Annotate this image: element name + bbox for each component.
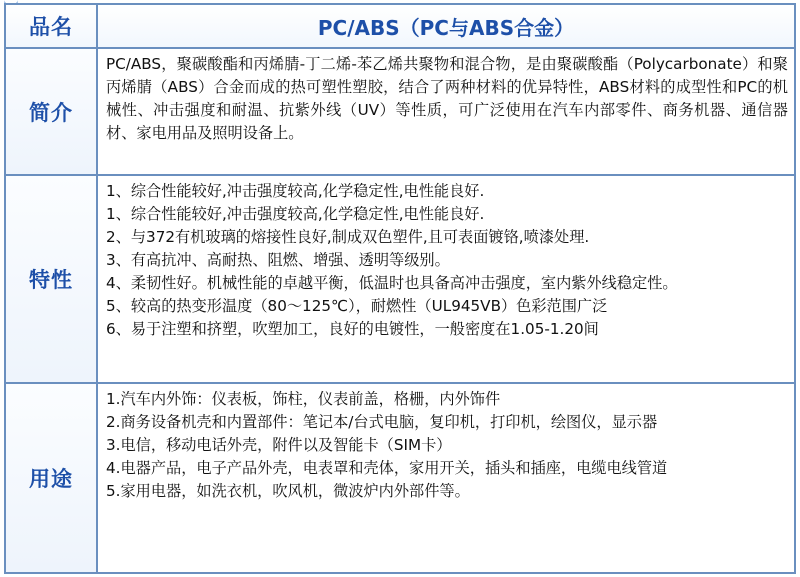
- header-row: [5, 4, 795, 48]
- feature-item: 6、易于注塑和挤塑，吹塑加工，良好的电镀性，一般密度在1.05-1.20间: [106, 320, 599, 338]
- uses-label: 用途: [5, 383, 97, 573]
- spec-table: [4, 3, 796, 574]
- use-item: 3.电信，移动电话外壳，附件以及智能卡（SIM卡）: [106, 436, 452, 454]
- use-item: 4.电器产品，电子产品外壳，电表罩和壳体，家用开关，插头和插座，电缆电线管道: [106, 459, 668, 477]
- intro-row: [5, 48, 795, 175]
- use-item: 2.商务设备机壳和内置部件：笔记本/台式电脑，复印机，打印机，绘图仪，显示器: [106, 413, 658, 431]
- use-item: 1.汽车内外饰：仪表板，饰柱，仪表前盖，格栅，内外饰件: [106, 390, 501, 408]
- features-label: 特性: [5, 175, 97, 383]
- product-title: PC/ABS（PC与ABS合金）: [97, 4, 795, 48]
- features-list: [98, 176, 794, 345]
- feature-item: 3、有高抗冲、高耐热、阻燃、增强、透明等级别。: [106, 251, 450, 269]
- feature-item: 1、综合性能较好,冲击强度较高,化学稳定性,电性能良好.: [106, 182, 485, 200]
- intro-text: PC/ABS，聚碳酸酯和丙烯腈-丁二烯-苯乙烯共聚物和混合物，是由聚碳酸酯（Polycarbonate）和聚丙烯腈（ABS）合金而成的热可塑性塑胶，结合了两种材料的优异特性，ABS材料的成型性和PC的机械性、冲击强度和耐温、抗紫外线（UV）等性质，可广泛使用在汽车内部零件、商务机器、通信器材、家电用品及照明设备上。: [106, 55, 788, 142]
- uses-list: [98, 384, 794, 507]
- intro-label: 简介: [5, 48, 97, 175]
- feature-item: 1、综合性能较好,冲击强度较高,化学稳定性,电性能良好.: [106, 205, 485, 223]
- uses-row: [5, 383, 795, 573]
- features-row: [5, 175, 795, 383]
- feature-item: 2、与372有机玻璃的熔接性良好,制成双色塑件,且可表面镀铬,喷漆处理.: [106, 228, 590, 246]
- use-item: 5.家用电器，如洗衣机，吹风机，微波炉内外部件等。: [106, 482, 470, 500]
- header-label: 品名: [5, 4, 97, 48]
- feature-item: 4、柔韧性好。机械性能的卓越平衡，低温时也具备高冲击强度，室内紫外线稳定性。: [106, 274, 678, 292]
- feature-item: 5、较高的热变形温度（80～125℃），耐燃性（UL945VB）色彩范围广泛: [106, 297, 608, 315]
